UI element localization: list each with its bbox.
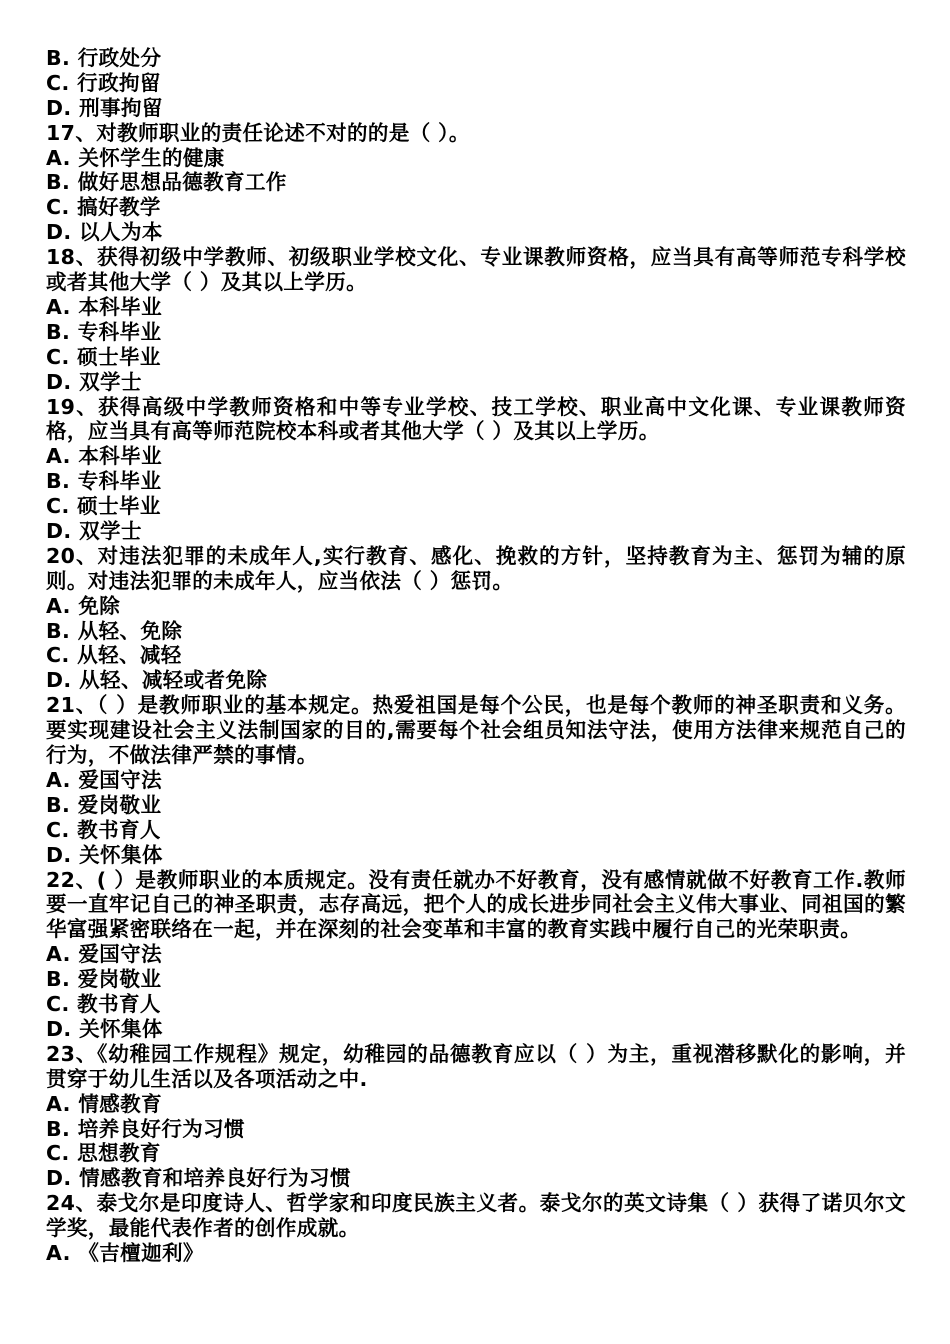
- option-line: C. 硕士毕业: [46, 344, 161, 369]
- option-line: B. 做好思想品德教育工作: [46, 170, 287, 195]
- option-line: A. 本科毕业: [46, 294, 162, 319]
- question-stem: 24、泰戈尔是印度诗人、哲学家和印度民族主义者。泰戈尔的英文诗集（ ）获得了诺贝尔文学奖，最能代表作者的创作成就。: [46, 1191, 906, 1241]
- option-line: B. 培养良好行为习惯: [46, 1116, 245, 1141]
- option-line: A. 情感教育: [46, 1091, 162, 1116]
- option-line: C. 教书育人: [46, 817, 161, 842]
- option-line: D. 刑事拘留: [46, 95, 163, 120]
- option-line: D. 从轻、减轻或者免除: [46, 668, 268, 693]
- option-line: C. 搞好教学: [46, 195, 161, 220]
- option-line: D. 双学士: [46, 519, 142, 543]
- option-line: D. 关怀集体: [46, 1016, 163, 1041]
- question-stem: 17、对教师职业的责任论述不对的的是（ ）。: [46, 120, 470, 145]
- option-line: A. 关怀学生的健康: [46, 145, 225, 170]
- option-line: B. 专科毕业: [46, 469, 162, 494]
- option-line: B. 爱岗敬业: [46, 967, 162, 992]
- option-line: D. 双学士: [46, 369, 142, 394]
- option-line: D. 以人为本: [46, 220, 163, 245]
- question-stem: 18、获得初级中学教师、初级职业学校文化、专业课教师资格，应当具有高等师范专科学校或者其他大学（ ）及其以上学历。: [46, 245, 906, 295]
- option-line: B. 专科毕业: [46, 319, 162, 344]
- option-line: C. 硕士毕业: [46, 494, 161, 519]
- question-stem: 23、《幼稚园工作规程》规定，幼稚园的品德教育应以（ ）为主，重视潜移默化的影响，并贯穿于幼儿生活以及各项活动之中.: [46, 1041, 906, 1091]
- option-line: C. 行政拘留: [46, 70, 161, 95]
- option-line: B. 爱岗敬业: [46, 792, 162, 817]
- option-line: C. 思想教育: [46, 1141, 161, 1166]
- option-line: C. 从轻、减轻: [46, 643, 182, 668]
- question-stem: 22、( ）是教师职业的本质规定。没有责任就办不好教育，没有感情就做不好教育工作.教师要一直牢记自己的神圣职责，志存高远，把个人的成长进步同社会主义伟大事业、同祖国的繁华富强紧密联络在一起，并在深刻的社会变革和丰富的教育实践中履行自己的光荣职责。: [46, 867, 906, 942]
- question-stem: 20、对违法犯罪的未成年人,实行教育、感化、挽救的方针，坚持教育为主、惩罚为辅的原则。对违法犯罪的未成年人，应当依法（ ）惩罚。: [46, 543, 906, 593]
- question-stem: 19、获得高级中学教师资格和中等专业学校、技工学校、职业高中文化课、专业课教师资格，应当具有高等师范院校本科或者其他大学（ ）及其以上学历。: [46, 394, 906, 444]
- exam-document: [46, 46, 906, 1266]
- option-line: A. 爱国守法: [46, 767, 162, 792]
- option-line: A. 免除: [46, 593, 121, 618]
- option-line: B. 行政处分: [46, 46, 162, 70]
- question-stem: 21、（ ）是教师职业的基本规定。热爱祖国是每个公民，也是每个教师的神圣职责和义务。要实现建设社会主义法制国家的目的,需要每个社会组员知法守法，使用方法律来规范自己的行为，不做法律严禁的事情。: [46, 693, 906, 768]
- option-line: C. 教书育人: [46, 992, 161, 1017]
- option-line: A. 《吉檀迦利》: [46, 1241, 204, 1266]
- option-line: D. 情感教育和培养良好行为习惯: [46, 1166, 351, 1191]
- option-line: A. 爱国守法: [46, 942, 162, 967]
- option-line: A. 本科毕业: [46, 444, 162, 469]
- option-line: D. 关怀集体: [46, 842, 163, 867]
- option-line: B. 从轻、免除: [46, 618, 183, 643]
